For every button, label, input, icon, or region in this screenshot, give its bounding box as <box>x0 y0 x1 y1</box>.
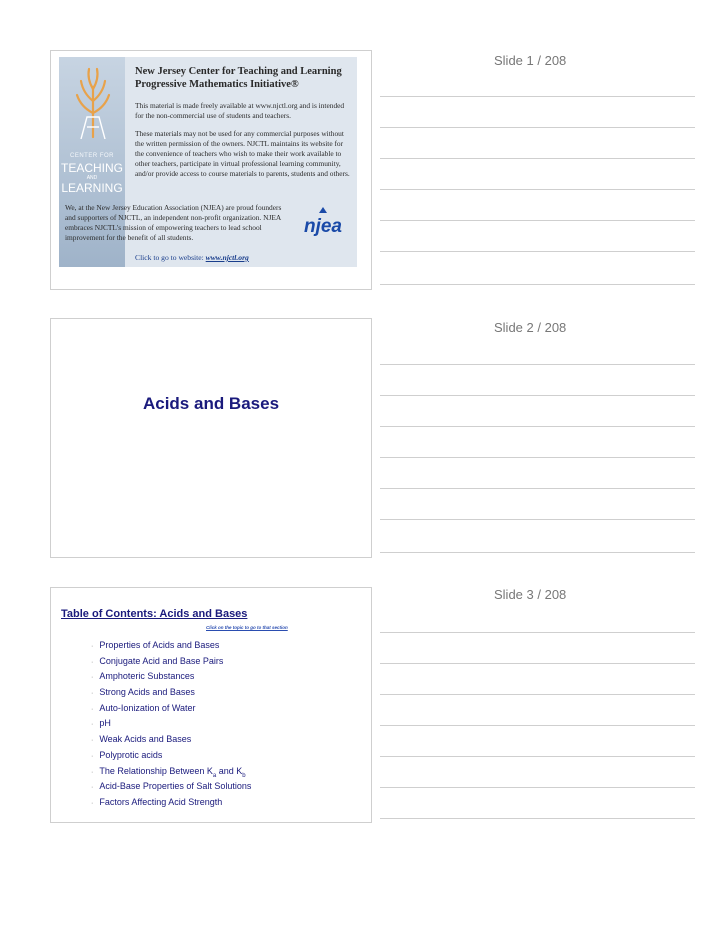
toc-item-label: Strong Acids and Bases <box>99 687 195 698</box>
note-line <box>380 756 695 757</box>
website-link-prefix: Click to go to website: <box>135 253 206 262</box>
bullet-icon: · <box>91 737 94 745</box>
toc-item-label: Properties of Acids and Bases <box>99 640 220 650</box>
toc-item-properties[interactable] <box>91 638 251 654</box>
toc-item-strong-acids[interactable] <box>91 685 251 701</box>
note-line <box>380 189 695 190</box>
toc-item-label: Acid-Base Properties of Salt Solutions <box>99 781 252 792</box>
bullet-icon: · <box>91 690 94 698</box>
slide-3-thumbnail[interactable] <box>50 587 372 823</box>
toc-item-label: The Relationship Between K <box>99 765 213 776</box>
bullet-icon: · <box>91 799 94 807</box>
slide-2-title: Acids and Bases <box>142 394 280 413</box>
slide-2-thumbnail[interactable] <box>50 318 372 558</box>
toc-item-label: Polyprotic acids <box>99 749 163 760</box>
bullet-icon: · <box>91 674 94 682</box>
toc-list <box>91 638 251 811</box>
logo-center-for: CENTER FOR <box>70 153 114 159</box>
note-line <box>380 818 695 819</box>
toc-item-amphoteric[interactable] <box>91 669 251 685</box>
note-line <box>380 694 695 695</box>
banner-paragraph-1: This material is made freely available at www.njctl.org and is intended for the non-commercial use of students and teachers. <box>135 101 345 120</box>
slide-1-thumbnail[interactable] <box>50 50 372 290</box>
bullet-icon: · <box>91 784 94 792</box>
toc-item-auto-ionization[interactable] <box>91 701 251 717</box>
slide-1-label: Slide 1 / 208 <box>494 53 567 68</box>
banner-title-line1: New Jersey Center for Teaching and Learning <box>135 66 342 77</box>
website-link[interactable]: www.njctl.org <box>205 253 249 262</box>
banner-paragraph-3: We, at the New Jersey Education Association (NJEA) are proud founders and supporters of NJCTL, an independent non-profit organization. NJEA embraces NJCTL's mission of empowering teachers to lead school improvement for the benefit of all students. <box>65 203 282 242</box>
toc-sub-a: a <box>212 772 217 779</box>
note-line <box>380 127 695 128</box>
logo-and: AND <box>86 175 98 181</box>
toc-sub-b: b <box>242 772 246 779</box>
logo-learning: LEARNING <box>61 181 123 195</box>
njea-logo-text: njea <box>303 216 343 237</box>
toc-item-label: Amphoteric Substances <box>99 671 195 682</box>
bullet-icon: · <box>91 705 94 713</box>
note-line <box>380 663 695 664</box>
toc-item-and: and K <box>216 765 243 776</box>
note-line <box>380 426 695 427</box>
toc-item-label: Weak Acids and Bases <box>99 734 192 745</box>
toc-item-ka-kb[interactable] <box>91 764 251 780</box>
note-line <box>380 488 695 489</box>
bullet-icon: · <box>91 643 94 650</box>
toc-item-salt-solutions[interactable] <box>91 779 251 795</box>
note-line <box>380 457 695 458</box>
note-line <box>380 364 695 365</box>
toc-item-ph[interactable] <box>91 716 251 732</box>
njea-logo <box>295 207 351 237</box>
toc-item-conjugate-pairs[interactable] <box>91 654 251 670</box>
wheat-icon <box>73 67 113 139</box>
note-line <box>380 395 695 396</box>
toc-item-acid-strength[interactable] <box>91 795 251 811</box>
bullet-icon: · <box>91 752 94 760</box>
note-line <box>380 96 695 97</box>
bullet-icon: · <box>91 768 94 776</box>
slide-2-label: Slide 2 / 208 <box>494 320 567 335</box>
website-link-line <box>135 253 249 262</box>
note-line <box>380 552 695 553</box>
njctl-banner <box>59 57 357 267</box>
toc-item-polyprotic[interactable] <box>91 748 251 764</box>
note-line <box>380 519 695 520</box>
note-line <box>380 220 695 221</box>
toc-item-label: pH <box>99 718 111 729</box>
logo-teaching: TEACHING <box>61 161 124 175</box>
note-line <box>380 158 695 159</box>
banner-title <box>135 65 357 91</box>
bullet-icon: · <box>91 721 94 729</box>
note-line <box>380 251 695 252</box>
toc-item-label: Factors Affecting Acid Strength <box>99 796 223 807</box>
note-line <box>380 632 695 633</box>
banner-title-line2: Progressive Mathematics Initiative® <box>135 79 299 90</box>
toc-item-label: Auto-Ionization of Water <box>99 702 196 713</box>
toc-title: Table of Contents: Acids and Bases <box>61 608 248 620</box>
note-line <box>380 725 695 726</box>
note-line <box>380 284 695 285</box>
toc-hint: Click on the topic to go to that section <box>206 625 288 630</box>
toc-item-weak-acids[interactable] <box>91 732 251 748</box>
toc-item-label: Conjugate Acid and Base Pairs <box>99 655 224 666</box>
bullet-icon: · <box>91 658 94 666</box>
slide-3-label: Slide 3 / 208 <box>494 587 567 602</box>
note-line <box>380 787 695 788</box>
banner-paragraph-2: These materials may not be used for any commercial purposes without the written permission of the owners. NJCTL maintains its website for the convenience of teachers who wish to make their work available to other teachers, participate in virtual professional learning community, and/or provide access to course materials to parents, students and others. <box>135 129 350 178</box>
